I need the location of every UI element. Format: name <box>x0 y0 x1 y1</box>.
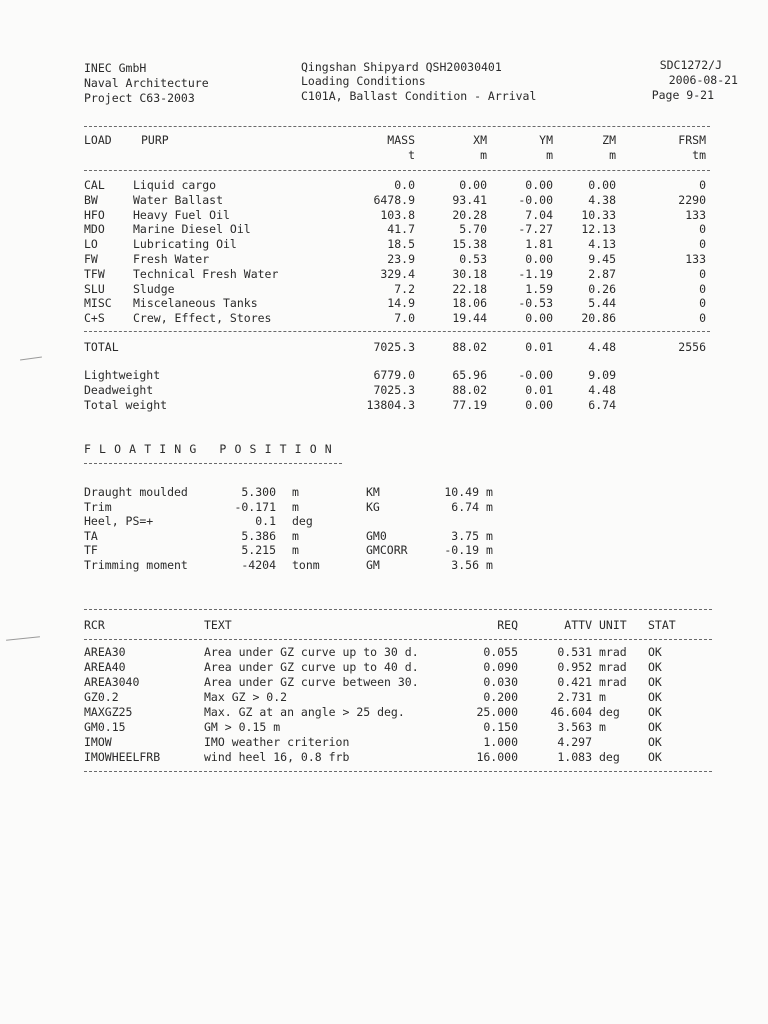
table-cell: 0 <box>699 281 706 296</box>
separator <box>84 771 712 772</box>
table-cell: 0 <box>699 311 706 326</box>
total-cell: 88.02 <box>452 340 487 354</box>
total-cell: 2556 <box>678 340 706 354</box>
parameter-value: -0.171 <box>234 499 276 514</box>
parameter-value: 3.75 <box>451 528 479 543</box>
parameter-label: TF <box>84 543 98 558</box>
load-purpose: Fresh Water <box>133 252 210 266</box>
status: OK <box>648 645 662 659</box>
table-cell: 4.13 <box>588 237 616 252</box>
criterion-code: AREA30 <box>84 645 126 659</box>
status: OK <box>648 720 662 734</box>
table-cell: 22.18 <box>452 281 487 296</box>
unit: mrad <box>599 675 627 689</box>
required-value: 1.000 <box>483 735 518 749</box>
criterion-code: GZ0.2 <box>84 690 119 704</box>
table-cell: 15.38 <box>452 237 487 252</box>
unit: deg <box>599 750 620 764</box>
section-title: F L O A T I N G P O S I T I O N <box>84 442 333 456</box>
summary-label: Total weight <box>84 397 168 412</box>
parameter-value: 3.56 <box>451 558 479 572</box>
load-purpose: Miscelaneous Tanks <box>133 296 258 311</box>
table-cell: -0.53 <box>518 296 553 311</box>
load-code: SLU <box>84 281 105 296</box>
parameter-label: KM <box>366 485 380 499</box>
criterion-text: Max. GZ at an angle > 25 deg. <box>204 705 405 719</box>
summary-cell: 13804.3 <box>366 397 415 412</box>
table-cell: 7.2 <box>394 281 415 296</box>
criterion-text: IMO weather criterion <box>204 735 350 749</box>
parameter-value: 5.386 <box>241 528 276 543</box>
criterion-code: AREA40 <box>84 660 126 674</box>
criterion-text: Area under GZ curve between 30. <box>204 675 419 689</box>
required-value: 0.200 <box>483 690 518 704</box>
parameter-unit: m <box>486 499 493 514</box>
parameter-unit: m <box>486 558 493 572</box>
table-cell: 18.5 <box>387 237 415 252</box>
attained-value: 0.952 <box>557 660 592 674</box>
table-cell: 0.53 <box>459 252 487 266</box>
parameter-value: 6.74 <box>451 499 479 514</box>
summary-cell: 4.48 <box>588 382 616 397</box>
attained-value: 1.083 <box>557 750 592 764</box>
column-header: YM <box>539 133 553 147</box>
status: OK <box>648 660 662 674</box>
parameter-value: -0.19 <box>444 543 479 558</box>
parameter-label: GM <box>366 558 380 572</box>
load-purpose: Sludge <box>133 281 175 296</box>
table-cell: 20.28 <box>452 207 487 222</box>
parameter-label: Trimming moment <box>84 558 188 572</box>
criterion-text: Max GZ > 0.2 <box>204 690 288 704</box>
document-date: 2006-08-21 <box>668 73 738 87</box>
load-code: LO <box>84 237 98 252</box>
status: OK <box>648 750 662 764</box>
load-code: HFO <box>84 207 105 222</box>
criterion-text: Area under GZ curve up to 30 d. <box>204 645 419 659</box>
table-cell: 0 <box>699 178 706 192</box>
required-value: 0.055 <box>483 645 518 659</box>
column-header: ZM <box>602 133 616 147</box>
column-unit: m <box>546 148 553 162</box>
parameter-unit: deg <box>292 514 313 529</box>
table-cell: 18.06 <box>452 296 487 311</box>
parameter-unit: m <box>486 485 493 499</box>
table-cell: -1.19 <box>518 266 553 281</box>
parameter-unit: m <box>486 528 493 543</box>
table-cell: 0.00 <box>525 311 553 326</box>
table-cell: 0.00 <box>588 178 616 192</box>
summary-cell: 77.19 <box>452 397 487 412</box>
column-header: LOAD <box>84 133 112 147</box>
table-cell: 0 <box>699 222 706 237</box>
parameter-unit: m <box>486 543 493 558</box>
load-purpose: Heavy Fuel Oil <box>133 207 230 222</box>
column-header: XM <box>473 133 487 147</box>
load-code: TFW <box>84 266 105 281</box>
separator <box>84 463 342 464</box>
company-name: INEC GmbH <box>84 61 147 75</box>
summary-cell: 0.01 <box>525 382 553 397</box>
table-cell: 93.41 <box>452 192 487 207</box>
column-unit: m <box>609 148 616 162</box>
status: OK <box>648 690 662 704</box>
scan-mark <box>20 356 42 360</box>
table-cell: 7.0 <box>394 311 415 326</box>
load-code: C+S <box>84 311 105 326</box>
separator <box>84 609 712 610</box>
column-unit: tm <box>692 148 706 162</box>
attained-value: 0.531 <box>557 645 592 659</box>
total-cell: 7025.3 <box>373 340 415 354</box>
table-cell: 0 <box>699 296 706 311</box>
table-cell: 0.00 <box>459 178 487 192</box>
table-cell: 0.00 <box>525 178 553 192</box>
table-cell: 19.44 <box>452 311 487 326</box>
total-cell: 4.48 <box>588 340 616 354</box>
load-purpose: Technical Fresh Water <box>133 266 279 281</box>
column-unit: t <box>408 148 415 162</box>
unit: mrad <box>599 645 627 659</box>
table-cell: 10.33 <box>581 207 616 222</box>
table-cell: 0 <box>699 237 706 252</box>
load-code: FW <box>84 252 98 266</box>
summary-cell: 9.09 <box>588 368 616 382</box>
project-id: Project C63-2003 <box>84 91 195 105</box>
parameter-label: GM0 <box>366 528 387 543</box>
attained-value: 4.297 <box>557 735 592 749</box>
parameter-label: KG <box>366 499 380 514</box>
column-header: STAT <box>648 618 676 632</box>
parameter-label: Heel, PS=+ <box>84 514 154 529</box>
unit: deg <box>599 705 620 719</box>
attained-value: 3.563 <box>557 720 592 734</box>
criterion-code: AREA3040 <box>84 675 140 689</box>
summary-cell: 65.96 <box>452 368 487 382</box>
page-number: Page 9-21 <box>651 88 714 102</box>
table-cell: 2290 <box>678 192 706 207</box>
table-cell: 9.45 <box>588 252 616 266</box>
table-cell: 5.44 <box>588 296 616 311</box>
table-cell: -7.27 <box>518 222 553 237</box>
department: Naval Architecture <box>84 76 209 90</box>
shipyard: Qingshan Shipyard QSH20030401 <box>301 60 502 74</box>
table-cell: 0.26 <box>588 281 616 296</box>
criterion-code: IMOW <box>84 735 112 749</box>
summary-cell: 6779.0 <box>373 368 415 382</box>
summary-cell: 0.00 <box>525 397 553 412</box>
parameter-unit: tonm <box>292 558 320 572</box>
summary-cell: 7025.3 <box>373 382 415 397</box>
table-cell: 133 <box>685 252 706 266</box>
column-header: ATTV <box>564 618 592 632</box>
table-cell: 7.04 <box>525 207 553 222</box>
criterion-code: GM0.15 <box>84 720 126 734</box>
column-header: RCR <box>84 618 105 632</box>
criterion-text: Area under GZ curve up to 40 d. <box>204 660 419 674</box>
summary-label: Deadweight <box>84 382 154 397</box>
unit: mrad <box>599 660 627 674</box>
table-cell: 2.87 <box>588 266 616 281</box>
load-code: CAL <box>84 178 105 192</box>
table-cell: 0.00 <box>525 252 553 266</box>
table-cell: 5.70 <box>459 222 487 237</box>
separator <box>84 639 712 640</box>
table-cell: 30.18 <box>452 266 487 281</box>
criterion-code: IMOWHEELFRB <box>84 750 161 764</box>
summary-cell: 6.74 <box>588 397 616 412</box>
column-unit: m <box>480 148 487 162</box>
unit: m <box>599 690 606 704</box>
criterion-text: wind heel 16, 0.8 frb <box>204 750 350 764</box>
condition-name: C101A, Ballast Condition - Arrival <box>301 89 537 103</box>
separator <box>84 170 710 171</box>
table-cell: 20.86 <box>581 311 616 326</box>
scan-mark <box>6 636 40 641</box>
status: OK <box>648 675 662 689</box>
load-code: BW <box>84 192 98 207</box>
table-cell: 14.9 <box>387 296 415 311</box>
required-value: 25.000 <box>476 705 518 719</box>
summary-cell: -0.00 <box>518 368 553 382</box>
load-purpose: Lubricating Oil <box>133 237 237 252</box>
load-purpose: Liquid cargo <box>133 178 217 192</box>
parameter-label: Draught moulded <box>84 485 188 499</box>
column-header: REQ <box>497 618 518 632</box>
status: OK <box>648 705 662 719</box>
parameter-unit: m <box>292 528 299 543</box>
parameter-unit: m <box>292 485 299 499</box>
table-cell: 41.7 <box>387 222 415 237</box>
load-code: MISC <box>84 296 112 311</box>
required-value: 16.000 <box>476 750 518 764</box>
table-cell: -0.00 <box>518 192 553 207</box>
table-cell: 103.8 <box>380 207 415 222</box>
separator <box>84 126 710 127</box>
parameter-unit: m <box>292 543 299 558</box>
table-cell: 1.59 <box>525 281 553 296</box>
parameter-label: Trim <box>84 499 112 514</box>
table-cell: 6478.9 <box>373 192 415 207</box>
column-header: MASS <box>387 133 415 147</box>
required-value: 0.030 <box>483 675 518 689</box>
column-header: PURP <box>141 133 169 147</box>
parameter-value: 5.300 <box>241 485 276 499</box>
total-cell: 0.01 <box>525 340 553 354</box>
table-cell: 0.0 <box>394 178 415 192</box>
attained-value: 46.604 <box>550 705 592 719</box>
summary-label: Lightweight <box>84 368 161 382</box>
attained-value: 0.421 <box>557 675 592 689</box>
load-purpose: Marine Diesel Oil <box>133 222 251 237</box>
unit: m <box>599 720 606 734</box>
criterion-code: MAXGZ25 <box>84 705 133 719</box>
table-cell: 329.4 <box>380 266 415 281</box>
required-value: 0.150 <box>483 720 518 734</box>
required-value: 0.090 <box>483 660 518 674</box>
document-title: Loading Conditions <box>301 74 426 88</box>
criterion-text: GM > 0.15 m <box>204 720 281 734</box>
separator <box>84 331 710 332</box>
status: OK <box>648 735 662 749</box>
parameter-value: 0.1 <box>255 514 276 529</box>
column-header: FRSM <box>678 133 706 147</box>
parameter-value: 10.49 <box>444 485 479 499</box>
attained-value: 2.731 <box>557 690 592 704</box>
load-code: MDO <box>84 222 105 237</box>
parameter-value: -4204 <box>241 558 276 572</box>
column-header: TEXT <box>204 618 232 632</box>
parameter-label: TA <box>84 528 98 543</box>
table-cell: 12.13 <box>581 222 616 237</box>
table-cell: 1.81 <box>525 237 553 252</box>
document-id: SDC1272/J <box>659 58 722 72</box>
summary-cell: 88.02 <box>452 382 487 397</box>
column-header: UNIT <box>599 618 627 632</box>
table-cell: 4.38 <box>588 192 616 207</box>
parameter-value: 5.215 <box>241 543 276 558</box>
table-cell: 133 <box>685 207 706 222</box>
parameter-label: GMCORR <box>366 543 408 558</box>
total-label: TOTAL <box>84 340 119 354</box>
load-purpose: Water Ballast <box>133 192 224 207</box>
table-cell: 0 <box>699 266 706 281</box>
table-cell: 23.9 <box>387 252 415 266</box>
load-purpose: Crew, Effect, Stores <box>133 311 272 326</box>
parameter-unit: m <box>292 499 299 514</box>
